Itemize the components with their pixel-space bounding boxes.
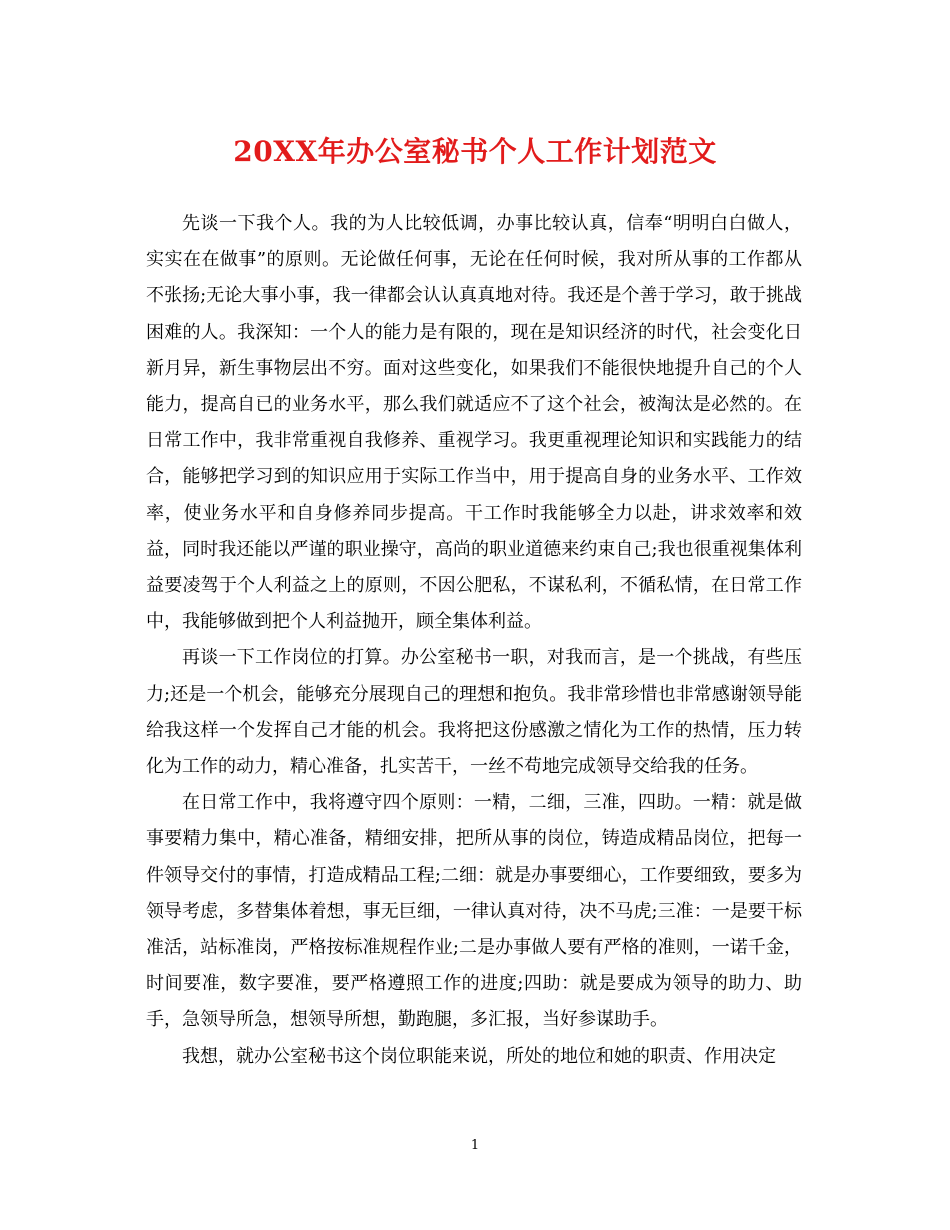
paragraph-job-plan: 再谈一下工作岗位的打算。办公室秘书一职，对我而言，是一个挑战，有些压力;还是一个机会，能够充分展现自己的理想和抱负。我非常珍惜也非常感谢领导能给我这样一个发挥自己才能的机会。我将把这份感激之情化为工作的热情，压力转化为工作的动力，精心准备，扎实苦干，一丝不苟地完成领导交给我的任务。 [146,647,802,778]
paragraph-personal-intro: 先谈一下我个人。我的为人比较低调，办事比较认真，信奉“明明白白做人，实实在在做事”的原则。无论做任何事，无论在任何时候，我对所从事的工作都从不张扬;无论大事小事，我一律都会认认真真地对待。我还是个善于学习，敢于挑战困难的人。我深知：一个人的能力是有限的，现在是知识经济的时代，社会变化日新月异，新生事物层出不穷。面对这些变化，如果我们不能很快地提升自己的个人能力，提高自已的业务水平，那么我们就适应不了这个社会，被淘汰是必然的。在日常工作中，我非常重视自我修养、重视学习。我更重视理论知识和实践能力的结合，能够把学习到的知识应用于实际工作当中，用于提高自身的业务水平、工作效率，使业务水平和自身修养同步提高。干工作时我能够全力以赴，讲求效率和效益，同时我还能以严谨的职业操守，高尚的职业道德来约束自己;我也很重视集体利益要凌驾于个人利益之上的原则，不因公肥私，不谋私利，不循私情，在日常工作中，我能够做到把个人利益抛开，顾全集体利益。 [146,213,802,633]
document-body [146,206,802,1075]
paragraph-role-reflection: 我想，就办公室秘书这个岗位职能来说，所处的地位和她的职责、作用决定 [182,1045,776,1067]
page-number: 1 [470,1138,480,1153]
paragraph-four-principles: 在日常工作中，我将遵守四个原则：一精，二细，三准，四助。一精：就是做事要精力集中，精心准备，精细安排，把所从事的岗位，铸造成精品岗位，把每一件领导交付的事情，打造成精品工程;二细：就是办事要细心，工作要细致，要多为领导考虑，多替集体着想，事无巨细，一律认真对待，决不马虎;三准：一是要干标准活，站标准岗，严格按标准规程作业;二是办事做人要有严格的准则，一诺千金，时间要准，数字要准，要严格遵照工作的进度;四助：就是要成为领导的助力、助手，急领导所急，想领导所想，勤跑腿，多汇报，当好参谋助手。 [146,792,802,1031]
document-title: 20XX年办公室秘书个人工作计划范文 [233,135,717,168]
